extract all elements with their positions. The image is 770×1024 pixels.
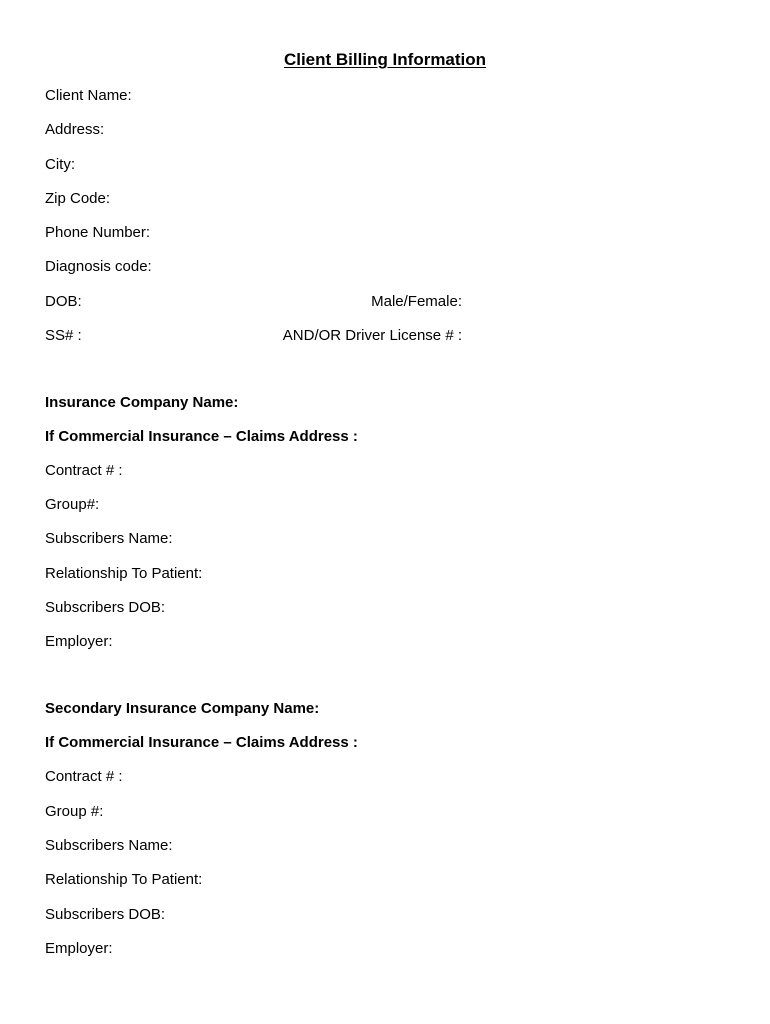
phone-number-label: Phone Number: (45, 224, 151, 241)
secondary-contract-number-label: Contract # : (45, 768, 123, 785)
client-name-label: Client Name: (45, 87, 132, 104)
contract-number-label: Contract # : (45, 462, 123, 479)
page-title-text: Client Billing Information (283, 50, 487, 69)
employer-label: Employer: (45, 633, 113, 650)
address-label: Address: (45, 121, 105, 138)
ss-label: SS# : (45, 327, 82, 344)
secondary-subscriber-dob-label: Subscribers DOB: (45, 906, 166, 923)
group-number-label: Group#: (45, 496, 100, 513)
secondary-group-number-label: Group #: (45, 803, 104, 820)
sex-label: Male/Female: (371, 293, 462, 310)
zip-code-label: Zip Code: (45, 190, 111, 207)
subscriber-name-label: Subscribers Name: (45, 530, 173, 547)
subscriber-dob-label: Subscribers DOB: (45, 599, 166, 616)
secondary-subscriber-name-label: Subscribers Name: (45, 837, 173, 854)
secondary-employer-label: Employer: (45, 940, 113, 957)
claims-address-label: If Commercial Insurance – Claims Address : (45, 428, 358, 445)
driver-license-label: AND/OR Driver License # : (282, 327, 462, 344)
secondary-relationship-to-patient-label: Relationship To Patient: (45, 871, 203, 888)
city-label: City: (45, 156, 75, 173)
relationship-to-patient-label: Relationship To Patient: (45, 565, 203, 582)
page-title (0, 49, 770, 71)
dob-label: DOB: (45, 293, 82, 310)
secondary-insurance-company-name-label: Secondary Insurance Company Name: (45, 700, 320, 717)
diagnosis-code-label: Diagnosis code: (45, 258, 152, 275)
insurance-company-name-label: Insurance Company Name: (45, 394, 239, 411)
secondary-claims-address-label: If Commercial Insurance – Claims Address : (45, 734, 358, 751)
